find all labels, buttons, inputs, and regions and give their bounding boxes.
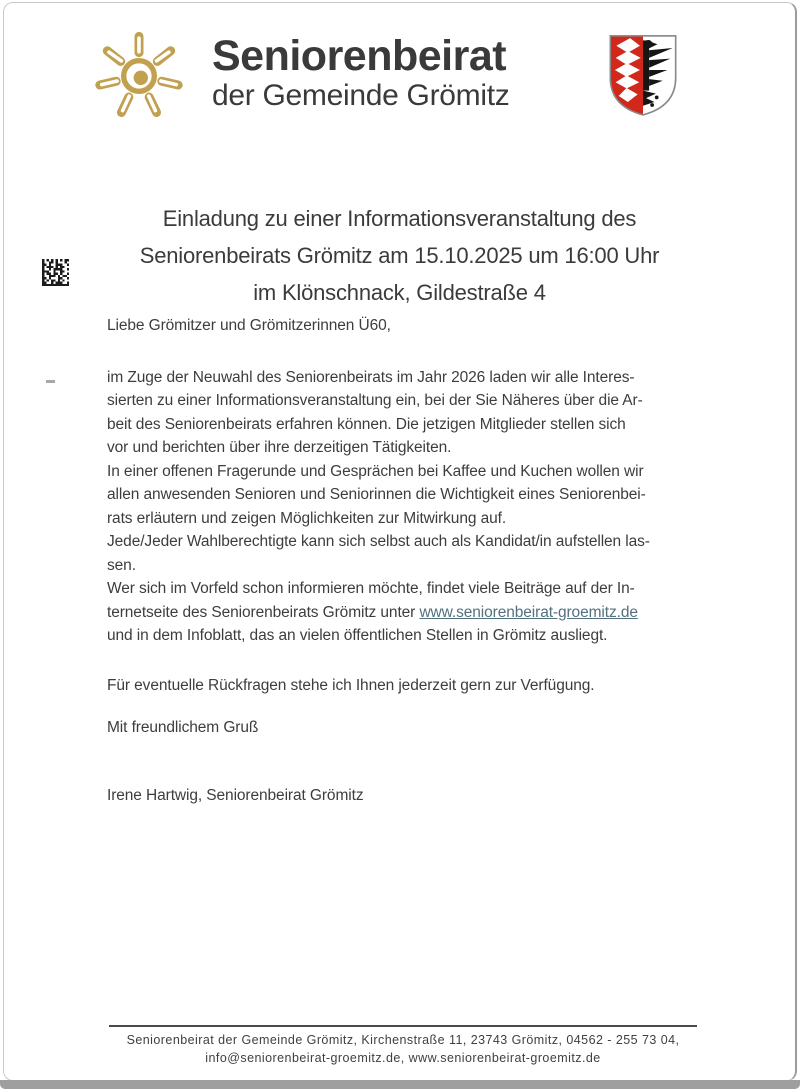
body-line: beit des Seniorenbeirats erfahren können. Die jetzigen Mitglieder stellen sich: [107, 415, 626, 433]
body-line: Wer sich im Vorfeld schon informieren möchte, findet viele Beiträge auf der In-: [107, 580, 635, 597]
salutation: Liebe Grömitzer und Grömitzerinnen Ü60,: [107, 317, 391, 334]
body-line: sen.: [107, 556, 136, 574]
footer: [109, 1025, 697, 1067]
letter-body: [107, 314, 757, 807]
document-page: [3, 2, 797, 1081]
letterhead: [4, 3, 795, 133]
body-line: und in dem Infoblatt, das an vielen öffentlichen Stellen in Grömitz ausliegt.: [107, 627, 608, 644]
website-link[interactable]: www.seniorenbeirat-groemitz.de: [419, 603, 638, 621]
body-line: Jede/Jeder Wahlberechtigte kann sich selbst auch als Kandidat/in aufstellen las-: [107, 533, 650, 550]
scan-artifact-dash: [46, 380, 55, 383]
footer-contact-line: info@seniorenbeirat-groemitz.de, www.seniorenbeirat-groemitz.de: [205, 1051, 601, 1065]
body-line: im Zuge der Neuwahl des Seniorenbeirats im Jahr 2026 laden wir alle Interes-: [107, 368, 635, 386]
invitation-title-line2: Seniorenbeirats Grömitz am 15.10.2025 um 16:00 Uhr: [139, 243, 660, 268]
footer-divider: [109, 1025, 697, 1027]
body-line: In einer offenen Fragerunde und Gesprächen bei Kaffee und Kuchen wollen wir: [107, 462, 644, 480]
body-line: sierten zu einer Informationsveranstaltung ein, bei der Sie Näheres über die Ar-: [107, 392, 643, 409]
body-line-with-link: [107, 601, 757, 625]
signature: Irene Hartwig, Seniorenbeirat Grömitz: [107, 786, 364, 804]
footer-address-line: Seniorenbeirat der Gemeinde Grömitz, Kirchenstraße 11, 23743 Grömitz, 04562 - 255 73 04,: [126, 1033, 680, 1047]
groemitz-coat-of-arms-icon: [605, 32, 681, 118]
invitation-title-line1: Einladung zu einer Informationsveranstaltung des: [162, 206, 637, 231]
invitation-title-line3: im Klönschnack, Gildestraße 4: [253, 280, 546, 305]
main-paragraphs: [107, 366, 757, 648]
datamatrix-barcode: [42, 259, 69, 286]
body-line: allen anwesenden Senioren und Seniorinnen die Wichtigkeit eines Seniorenbei-: [107, 486, 646, 503]
org-name: Seniorenbeirat: [212, 32, 507, 80]
invitation-title: [4, 200, 795, 311]
sun-logo-icon: [94, 29, 184, 123]
body-line: rats erläutern und zeigen Möglichkeiten zur Mitwirkung auf.: [107, 509, 507, 527]
scan-edge-shadow: [0, 1080, 800, 1089]
link-line-prefix: ternetseite des Seniorenbeirats Grömitz unter: [107, 603, 420, 621]
body-line: vor und berichten über ihre derzeitigen Tätigkeiten.: [107, 439, 452, 456]
closing: Mit freundlichem Gruß: [107, 719, 259, 736]
org-subtitle: der Gemeinde Grömitz: [212, 79, 510, 112]
contact-note: Für eventuelle Rückfragen stehe ich Ihnen jederzeit gern zur Verfügung.: [107, 676, 595, 694]
